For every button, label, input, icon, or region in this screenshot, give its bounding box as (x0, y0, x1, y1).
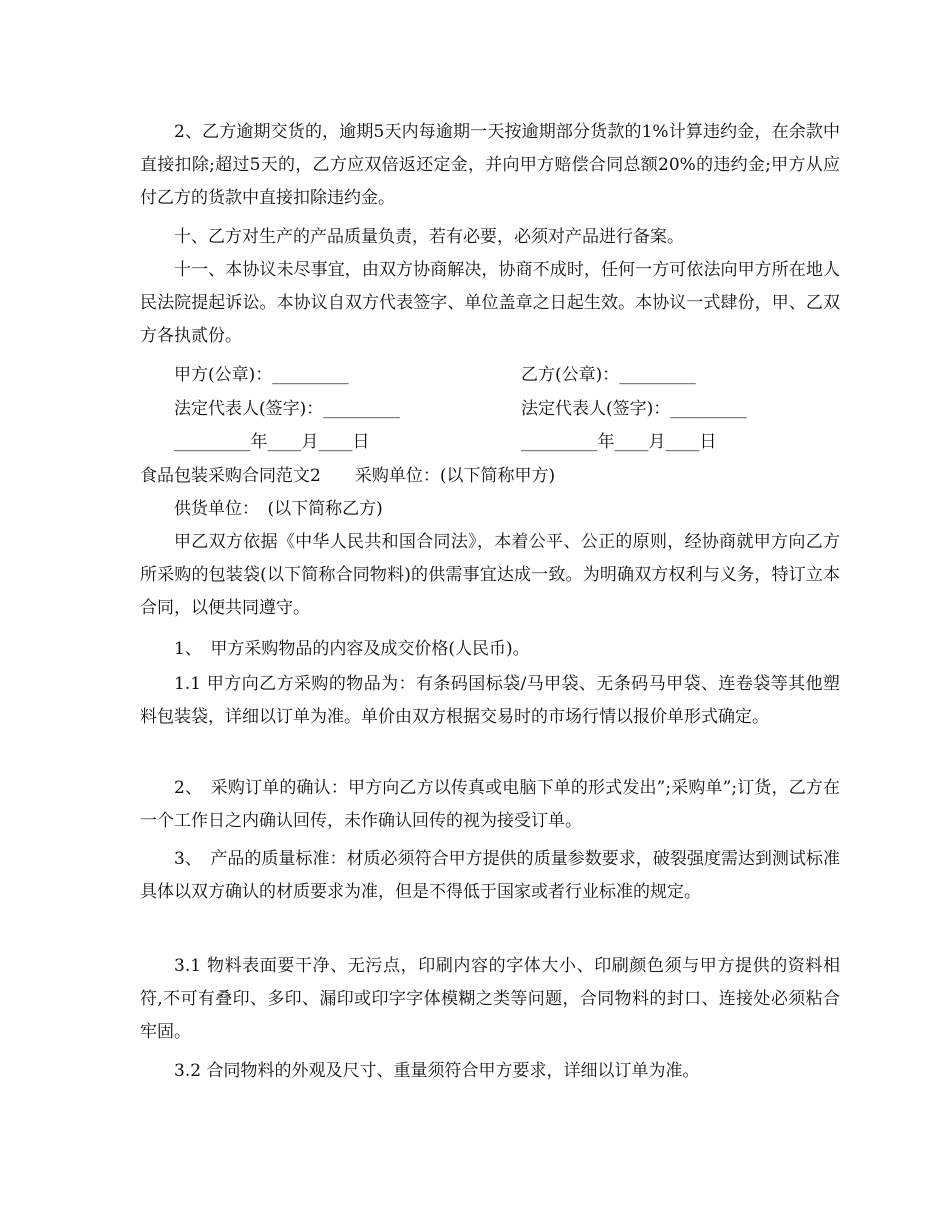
party-b-representative: 法定代表人(签字)：_________ (521, 399, 747, 419)
party-b-date: _________年____月____日 (521, 432, 717, 452)
item-3-2: 3.2 合同物料的外观及尺寸、重量须符合甲方要求，详细以订单为准。 (174, 1061, 700, 1081)
preamble-paragraph: 甲乙双方依据《中华人民共和国合同法》，本着公平、公正的原则，经协商就甲方向乙方所采购的包装袋(以下简称合同物料)的供需事宜达成一致。为明确双方权利与义务，特订立本合同，以便共同遵守。 (140, 532, 840, 618)
section2-heading: 食品包装采购合同范文2 采购单位：(以下简称甲方) (140, 466, 556, 486)
party-a-seal: 甲方(公章)：_________ (174, 365, 349, 385)
clause-eleven-disputes: 十一、本协议未尽事宜，由双方协商解决，协商不成时，任何一方可依法向甲方所在地人民法院提起诉讼。本协议自双方代表签字、单位盖章之日起生效。本协议一式肆份，甲、乙双方各执贰份。 (140, 260, 840, 346)
clause-ten-quality: 十、乙方对生产的产品质量负责，若有必要，必须对产品进行备案。 (174, 227, 684, 247)
party-a-representative: 法定代表人(签字)：_________ (174, 399, 400, 419)
party-b-seal: 乙方(公章)：_________ (521, 365, 696, 385)
item-2-order-confirmation: 2、 采购订单的确认：甲方向乙方以传真或电脑下单的形式发出”;采购单”;订货，乙方在一个工作日之内确认回传，未作确认回传的视为接受订单。 (140, 778, 840, 831)
item-3-1: 3.1 物料表面要干净、无污点，印刷内容的字体大小、印刷颜色须与甲方提供的资料相符,不可有叠印、多印、漏印或印字字体模糊之类等问题，合同物料的封口、连接处必须粘合牢固。 (140, 956, 840, 1042)
item-1-1: 1.1 甲方向乙方采购的物品为：有条码国标袋/马甲袋、无条码马甲袋、连卷袋等其他塑料包装袋，详细以订单为准。单价由双方根据交易时的市场行情以报价单形式确定。 (140, 674, 840, 727)
supplier-line: 供货单位： (以下简称乙方) (174, 499, 383, 519)
clause-late-delivery: 2、乙方逾期交货的，逾期5天内每逾期一天按逾期部分货款的1%计算违约金，在余款中直接扣除;超过5天的，乙方应双倍返还定金，并向甲方赔偿合同总额20%的违约金;甲方从应付乙方的货款中直接扣除违约金。 (140, 122, 840, 208)
item-1-heading: 1、 甲方采购物品的内容及成交价格(人民币)。 (174, 639, 530, 659)
item-3-quality-standard: 3、 产品的质量标准：材质必须符合甲方提供的质量参数要求，破裂强度需达到测试标准具体以双方确认的材质要求为准，但是不得低于国家或者行业标准的规定。 (140, 849, 840, 902)
party-a-date: _________年____月____日 (174, 432, 370, 452)
